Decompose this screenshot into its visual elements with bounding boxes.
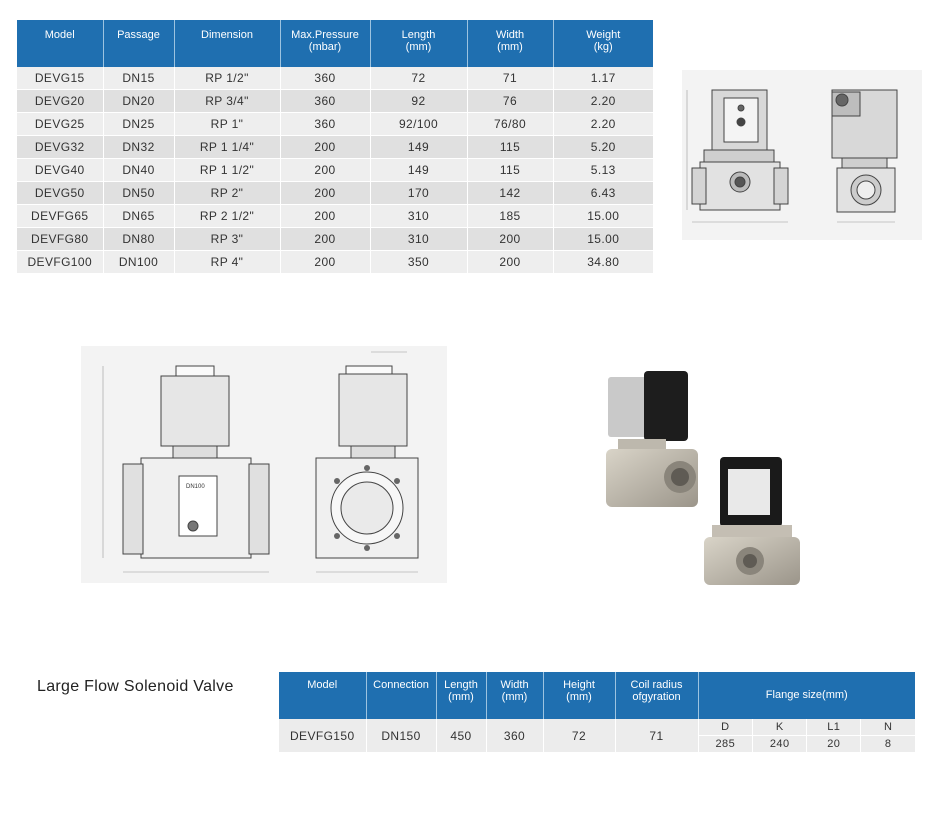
spec-table [17, 20, 653, 274]
spec-table-cell: 76 [467, 90, 553, 113]
spec-table-cell: 200 [280, 136, 370, 159]
spec-table-row [17, 90, 653, 113]
spec-table-cell: 2.20 [553, 113, 653, 136]
spec-table-cell: 170 [370, 182, 467, 205]
spec-table-cell: DN80 [103, 228, 174, 251]
spec-table-cell: DN25 [103, 113, 174, 136]
spec-table-row [17, 228, 653, 251]
large-flow-title: Large Flow Solenoid Valve [37, 678, 234, 695]
spec-table-cell: 360 [280, 67, 370, 90]
spec-table-cell: DN65 [103, 205, 174, 228]
flange-value-l1: 20 [807, 736, 861, 753]
spec-table-row [17, 159, 653, 182]
spec-table-cell: 71 [467, 67, 553, 90]
spec-header-cell [174, 20, 280, 67]
valve-product-photo [600, 357, 812, 587]
flange-value-k: 240 [753, 736, 807, 753]
spec-header-line: Width [495, 29, 525, 41]
spec-table-row [17, 67, 653, 90]
large-flow-data-row [279, 719, 915, 752]
flow-cell-flange [698, 719, 915, 752]
spec-header-cell [17, 20, 103, 67]
flange-size-table [699, 719, 916, 752]
spec-table-cell: 2.20 [553, 90, 653, 113]
spec-header-line: Passage [117, 29, 160, 41]
spec-table-cell: 310 [370, 205, 467, 228]
spec-table-cell: 142 [467, 182, 553, 205]
spec-table-cell: DEVG15 [17, 67, 103, 90]
spec-table-cell: 76/80 [467, 113, 553, 136]
spec-table-cell: 200 [467, 228, 553, 251]
spec-header-line: Dimension [201, 29, 253, 41]
spec-table-cell: 92 [370, 90, 467, 113]
spec-table-cell: RP 3" [174, 228, 280, 251]
spec-table-cell: DEVG32 [17, 136, 103, 159]
flow-header-connection: Connection [366, 672, 436, 719]
valve-photo-svg [600, 357, 812, 587]
spec-table-cell: 15.00 [553, 228, 653, 251]
large-valve-drawing-svg [81, 346, 447, 583]
spec-table-cell: RP 1/2" [174, 67, 280, 90]
flow-cell-height: 72 [543, 719, 615, 752]
flange-key-d: D [699, 719, 753, 736]
spec-table-cell: 92/100 [370, 113, 467, 136]
spec-table-cell: 34.80 [553, 251, 653, 274]
spec-table-body [17, 67, 653, 274]
flow-cell-length: 450 [436, 719, 486, 752]
spec-table-cell: DN50 [103, 182, 174, 205]
spec-table-cell: 149 [370, 159, 467, 182]
spec-table-cell: 350 [370, 251, 467, 274]
flow-cell-coil: 71 [615, 719, 698, 752]
flange-value-d: 285 [699, 736, 753, 753]
spec-table-cell: 200 [280, 205, 370, 228]
flow-header-coil: Coil radius ofgyration [615, 672, 698, 719]
spec-table-cell: 200 [280, 251, 370, 274]
spec-table-cell: RP 1" [174, 113, 280, 136]
spec-table-cell: 200 [280, 159, 370, 182]
spec-table-row [17, 182, 653, 205]
flange-key-k: K [753, 719, 807, 736]
spec-table-cell: 72 [370, 67, 467, 90]
spec-table-cell: 200 [467, 251, 553, 274]
spec-header-line: (kg) [593, 41, 613, 53]
spec-header-line: Max.Pressure [291, 29, 359, 41]
spec-table-cell: 360 [280, 113, 370, 136]
spec-table-cell: DN40 [103, 159, 174, 182]
spec-table-cell: DEVG25 [17, 113, 103, 136]
flow-header-width: Width (mm) [486, 672, 543, 719]
spec-table-cell: 200 [280, 182, 370, 205]
spec-header-row [17, 20, 653, 67]
spec-table-header [17, 20, 653, 67]
spec-table-cell: DN20 [103, 90, 174, 113]
spec-header-line: Weight [586, 29, 621, 41]
spec-table-row [17, 136, 653, 159]
spec-table-cell: 310 [370, 228, 467, 251]
flow-cell-width: 360 [486, 719, 543, 752]
spec-table-cell: DN15 [103, 67, 174, 90]
flange-value-n: 8 [861, 736, 915, 753]
spec-table-cell: DEVG50 [17, 182, 103, 205]
spec-table-cell: RP 2" [174, 182, 280, 205]
flange-values-row [699, 736, 916, 753]
spec-table-cell: RP 3/4" [174, 90, 280, 113]
large-flow-header-row [279, 672, 915, 719]
spec-header-line: Length [401, 29, 436, 41]
flow-header-length: Length (mm) [436, 672, 486, 719]
spec-table-cell: RP 1 1/2" [174, 159, 280, 182]
spec-header-cell [553, 20, 653, 67]
spec-table-cell: DEVFG80 [17, 228, 103, 251]
small-valve-drawing-svg [682, 70, 922, 240]
large-valve-dn-label: DN100 [186, 484, 205, 490]
spec-table-cell: DEVFG100 [17, 251, 103, 274]
spec-table-cell: DEVFG65 [17, 205, 103, 228]
spec-table-cell: DN100 [103, 251, 174, 274]
spec-table-cell: 6.43 [553, 182, 653, 205]
flange-key-l1: L1 [807, 719, 861, 736]
spec-header-cell [103, 20, 174, 67]
flange-key-n: N [861, 719, 915, 736]
spec-header-cell [370, 20, 467, 67]
spec-table-cell: DN32 [103, 136, 174, 159]
spec-table-cell: DEVG40 [17, 159, 103, 182]
spec-table-cell: 115 [467, 159, 553, 182]
spec-table-cell: RP 2 1/2" [174, 205, 280, 228]
spec-table-cell: 149 [370, 136, 467, 159]
spec-header-line: (mbar) [308, 41, 342, 53]
spec-header-line: (mm) [497, 41, 523, 53]
small-valve-technical-drawing [682, 70, 922, 240]
spec-table-cell: 360 [280, 90, 370, 113]
spec-header-line: (mm) [405, 41, 432, 53]
spec-table-cell: 15.00 [553, 205, 653, 228]
spec-table-cell: DEVG20 [17, 90, 103, 113]
spec-table-cell: 200 [280, 228, 370, 251]
flow-header-model: Model [279, 672, 366, 719]
spec-table-row [17, 113, 653, 136]
large-valve-technical-drawing [81, 346, 447, 583]
spec-table-cell: RP 4" [174, 251, 280, 274]
flow-header-flange: Flange size(mm) [698, 672, 915, 719]
spec-table-row [17, 205, 653, 228]
spec-header-line: Model [44, 29, 75, 41]
flow-header-height: Height (mm) [543, 672, 615, 719]
flange-keys-row [699, 719, 916, 736]
spec-table-cell: 5.20 [553, 136, 653, 159]
large-flow-table [279, 672, 915, 752]
spec-table-cell: RP 1 1/4" [174, 136, 280, 159]
spec-table-cell: 115 [467, 136, 553, 159]
spec-table-cell: 1.17 [553, 67, 653, 90]
spec-table-cell: 5.13 [553, 159, 653, 182]
flow-cell-model: DEVFG150 [279, 719, 366, 752]
spec-table-row [17, 251, 653, 274]
spec-header-cell [280, 20, 370, 67]
flow-cell-connection: DN150 [366, 719, 436, 752]
spec-header-cell [467, 20, 553, 67]
spec-table-cell: 185 [467, 205, 553, 228]
